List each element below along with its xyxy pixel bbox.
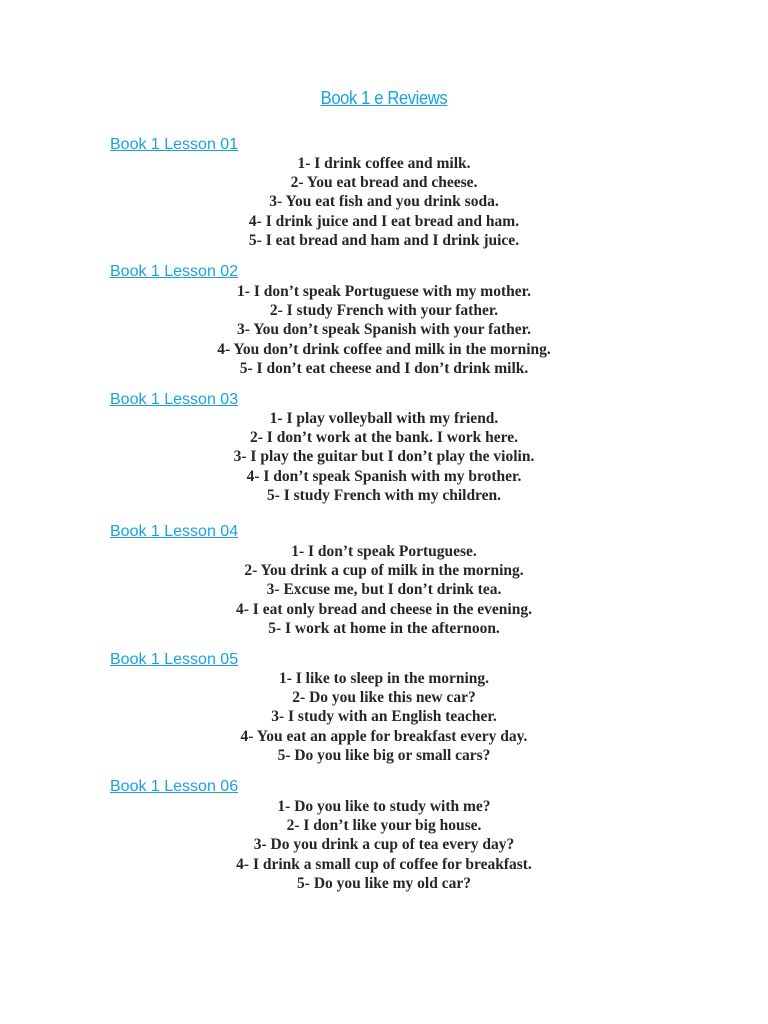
sentence-list-06 [0, 797, 768, 893]
sentence-item: 1- Do you like to study with me? [277, 798, 491, 815]
sentence-item: 1- I don’t speak Portuguese with my mother. [237, 283, 531, 300]
sentence-item: 1- I like to sleep in the morning. [278, 670, 490, 687]
sentence-item: 4- I drink juice and I eat bread and ham. [248, 212, 520, 230]
sentence-item: 1- I drink coffee and milk. [297, 155, 471, 172]
sentence-list-02 [0, 282, 768, 378]
lesson-link-01[interactable]: Book 1 Lesson 01 [110, 136, 239, 153]
sentence-item: 4- You eat an apple for breakfast every day. [240, 727, 528, 745]
sentence-item: 2- You eat bread and cheese. [290, 174, 478, 192]
sentence-list-01 [0, 154, 768, 250]
sentence-item: 2- Do you like this new car? [292, 689, 476, 707]
sentence-list-04 [0, 542, 768, 638]
sentence-item: 4- You don’t drink coffee and milk in the morning. [217, 340, 551, 358]
sentence-item: 3- Do you drink a cup of tea every day? [253, 836, 515, 854]
sentence-item: 5- I study French with my children. [266, 486, 502, 504]
sentence-item: 5- I work at home in the afternoon. [268, 619, 500, 637]
sentence-item: 5- I don’t eat cheese and I don’t drink milk. [239, 359, 529, 377]
sentence-item: 5- Do you like big or small cars? [277, 746, 491, 764]
sentence-item: 3- You don’t speak Spanish with your father. [236, 321, 531, 339]
lesson-link-06[interactable]: Book 1 Lesson 06 [110, 778, 239, 795]
sentence-item: 4- I drink a small cup of coffee for breakfast. [236, 855, 532, 873]
document-title[interactable]: Book 1 e Reviews [320, 88, 448, 108]
lesson-link-03[interactable]: Book 1 Lesson 03 [110, 391, 239, 408]
sentence-item: 2- I don’t like your big house. [286, 817, 482, 835]
sentence-item: 5- I eat bread and ham and I drink juice. [248, 231, 520, 249]
lesson-link-05[interactable]: Book 1 Lesson 05 [110, 651, 239, 668]
sentence-item: 2- I don’t work at the bank. I work here. [250, 429, 518, 447]
sentence-item: 3- I play the guitar but I don’t play the violin. [233, 448, 535, 466]
sentence-item: 3- I study with an English teacher. [271, 708, 497, 726]
sentence-item: 2- You drink a cup of milk in the morning. [244, 562, 524, 580]
sentence-item: 3- You eat fish and you drink soda. [269, 193, 499, 211]
sentence-item: 5- Do you like my old car? [297, 874, 471, 892]
lesson-link-04[interactable]: Book 1 Lesson 04 [110, 523, 239, 540]
sentence-list-03 [0, 409, 768, 505]
sentence-item: 3- Excuse me, but I don’t drink tea. [266, 581, 502, 599]
sentence-list-05 [0, 669, 768, 765]
sentence-item: 2- I study French with your father. [269, 302, 499, 320]
sentence-item: 4- I eat only bread and cheese in the evening. [236, 600, 532, 618]
sentence-item: 1- I play volleyball with my friend. [269, 410, 499, 427]
lesson-link-02[interactable]: Book 1 Lesson 02 [110, 263, 239, 280]
sentence-item: 4- I don’t speak Spanish with my brother. [246, 467, 522, 485]
sentence-item: 1- I don’t speak Portuguese. [291, 543, 477, 560]
